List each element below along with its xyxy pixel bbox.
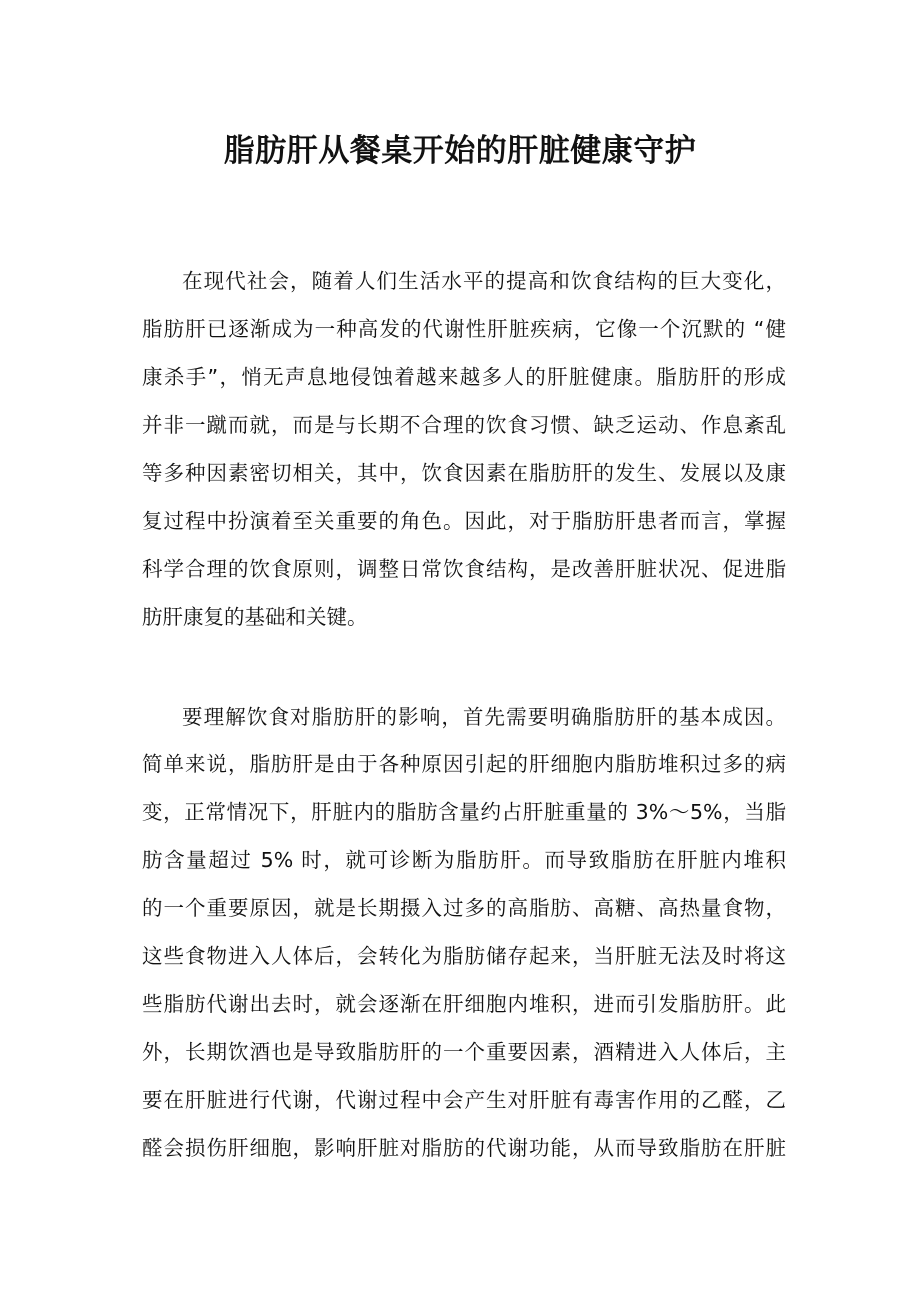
paragraph-line: 醛会损伤肝细胞，影响肝脏对脂肪的代谢功能，从而导致脂肪在肝脏 <box>142 1136 786 1160</box>
paragraph-line: 肪肝康复的基础和关键。 <box>142 605 368 629</box>
paragraph-line: 康杀手”，悄无声息地侵蚀着越来越多人的肝脏健康。脂肪肝的形成 <box>142 365 786 389</box>
paragraph-line: 这些食物进入人体后，会转化为脂肪储存起来，当肝脏无法及时将这 <box>142 944 786 968</box>
paragraph-line: 并非一蹴而就，而是与长期不合理的饮食习惯、缺乏运动、作息紊乱 <box>142 413 786 437</box>
document-title: 脂肪肝从餐桌开始的肝脏健康守护 <box>223 133 697 169</box>
paragraph-line: 要理解饮食对脂肪肝的影响，首先需要明确脂肪肝的基本成因。 <box>182 705 786 729</box>
paragraph-line: 的一个重要原因，就是长期摄入过多的高脂肪、高糖、高热量食物， <box>142 896 786 920</box>
paragraph-line: 肪含量超过 5% 时，就可诊断为脂肪肝。而导致脂肪在肝脏内堆积 <box>142 848 786 872</box>
paragraph-line: 变，正常情况下，肝脏内的脂肪含量约占肝脏重量的 3%～5%，当脂 <box>142 800 786 824</box>
paragraph-line: 外，长期饮酒也是导致脂肪肝的一个重要因素，酒精进入人体后，主 <box>142 1040 786 1064</box>
paragraph-line: 复过程中扮演着至关重要的角色。因此，对于脂肪肝患者而言，掌握 <box>142 509 786 533</box>
paragraph-line: 在现代社会，随着人们生活水平的提高和饮食结构的巨大变化， <box>182 269 786 293</box>
paragraph-line: 等多种因素密切相关，其中，饮食因素在脂肪肝的发生、发展以及康 <box>142 461 786 485</box>
paragraph-line: 简单来说，脂肪肝是由于各种原因引起的肝细胞内脂肪堆积过多的病 <box>142 752 786 776</box>
paragraph-line: 科学合理的饮食原则，调整日常饮食结构，是改善肝脏状况、促进脂 <box>142 557 786 581</box>
paragraph-line: 要在肝脏进行代谢，代谢过程中会产生对肝脏有毒害作用的乙醛，乙 <box>142 1088 786 1112</box>
paragraph-line: 些脂肪代谢出去时，就会逐渐在肝细胞内堆积，进而引发脂肪肝。此 <box>142 992 786 1016</box>
paragraph-line: 脂肪肝已逐渐成为一种高发的代谢性肝脏疾病，它像一个沉默的 “健 <box>142 317 786 341</box>
